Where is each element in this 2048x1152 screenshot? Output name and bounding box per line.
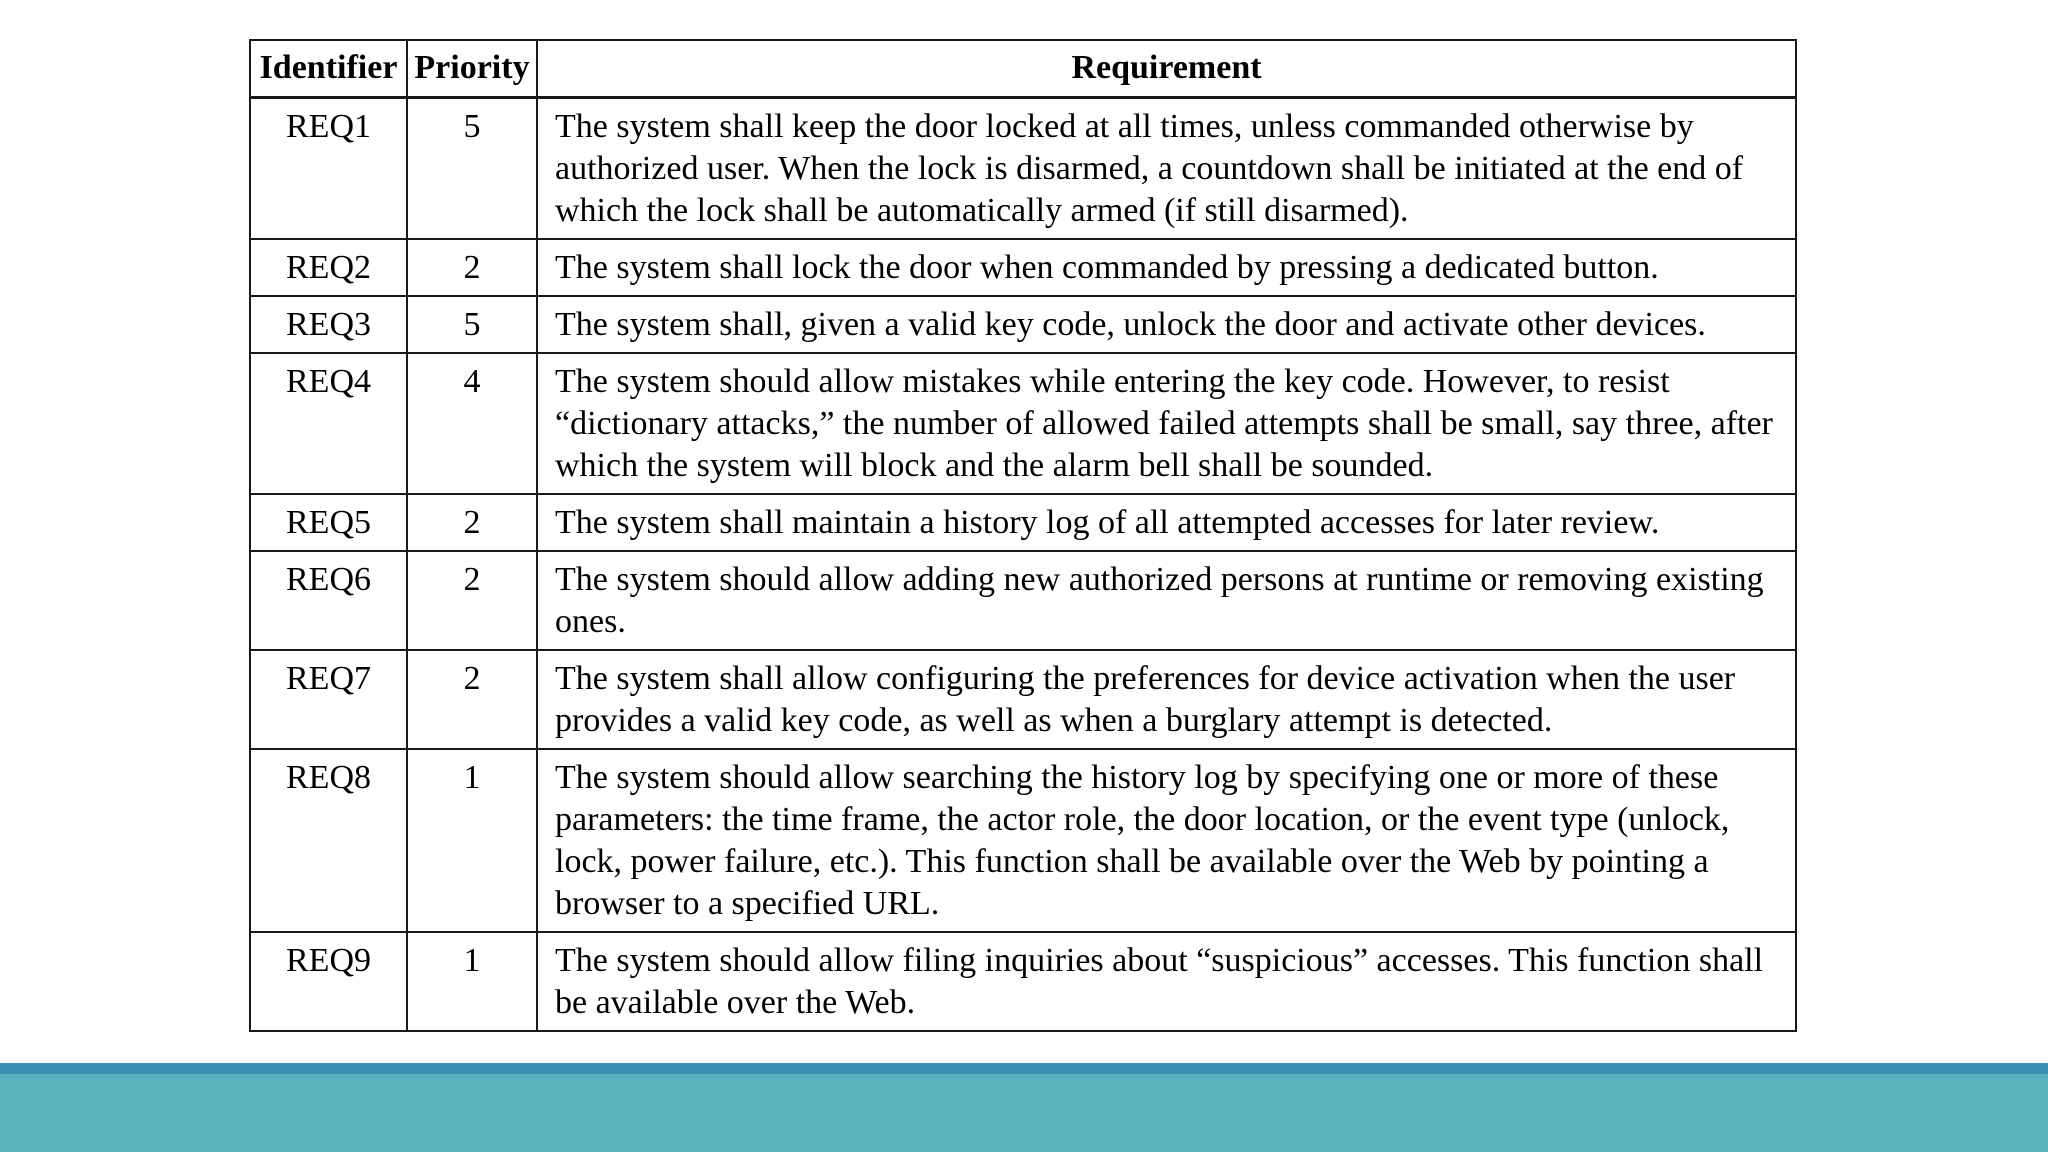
table-row: [250, 650, 1796, 749]
table-row: [250, 749, 1796, 932]
table-row: [250, 353, 1796, 494]
requirements-table: [249, 39, 1797, 1032]
cell-identifier: REQ2: [250, 239, 407, 296]
footer-accent-line: [0, 1063, 2048, 1074]
cell-identifier: REQ9: [250, 932, 407, 1031]
table-row: [250, 932, 1796, 1031]
cell-requirement: The system shall maintain a history log of all attempted accesses for later review.: [537, 494, 1796, 551]
table-row: [250, 551, 1796, 650]
cell-identifier: REQ3: [250, 296, 407, 353]
cell-requirement: The system shall, given a valid key code, unlock the door and activate other devices.: [537, 296, 1796, 353]
cell-identifier: REQ8: [250, 749, 407, 932]
cell-requirement: The system should allow searching the history log by specifying one or more of these parameters: the time frame, the actor role, the door location, or the event type (unlock, lock, power failure, etc.). This function shall be available over the Web by pointing a browser to a specified URL.: [537, 749, 1796, 932]
cell-priority: 2: [407, 494, 537, 551]
cell-identifier: REQ7: [250, 650, 407, 749]
table-row: [250, 296, 1796, 353]
cell-identifier: REQ4: [250, 353, 407, 494]
cell-requirement: The system shall keep the door locked at all times, unless commanded otherwise by authorized user. When the lock is disarmed, a countdown shall be initiated at the end of which the lock shall be automatically armed (if still disarmed).: [537, 98, 1796, 240]
cell-priority: 1: [407, 932, 537, 1031]
footer-band: [0, 1074, 2048, 1152]
table-row: [250, 239, 1796, 296]
column-header-identifier: Identifier: [250, 40, 407, 98]
cell-priority: 1: [407, 749, 537, 932]
table-header-row: [250, 40, 1796, 98]
cell-priority: 4: [407, 353, 537, 494]
cell-priority: 2: [407, 239, 537, 296]
cell-requirement: The system should allow mistakes while entering the key code. However, to resist “dictionary attacks,” the number of allowed failed attempts shall be small, say three, after which the system will block and the alarm bell shall be sounded.: [537, 353, 1796, 494]
cell-identifier: REQ1: [250, 98, 407, 240]
cell-identifier: REQ6: [250, 551, 407, 650]
cell-requirement: The system shall lock the door when commanded by pressing a dedicated button.: [537, 239, 1796, 296]
table-row: [250, 98, 1796, 240]
cell-priority: 5: [407, 98, 537, 240]
cell-priority: 2: [407, 551, 537, 650]
cell-requirement: The system should allow filing inquiries about “suspicious” accesses. This function shall be available over the Web.: [537, 932, 1796, 1031]
column-header-requirement: Requirement: [537, 40, 1796, 98]
cell-priority: 2: [407, 650, 537, 749]
cell-requirement: The system shall allow configuring the preferences for device activation when the user provides a valid key code, as well as when a burglary attempt is detected.: [537, 650, 1796, 749]
cell-requirement: The system should allow adding new authorized persons at runtime or removing existing ones.: [537, 551, 1796, 650]
column-header-priority: Priority: [407, 40, 537, 98]
cell-identifier: REQ5: [250, 494, 407, 551]
table-row: [250, 494, 1796, 551]
cell-priority: 5: [407, 296, 537, 353]
